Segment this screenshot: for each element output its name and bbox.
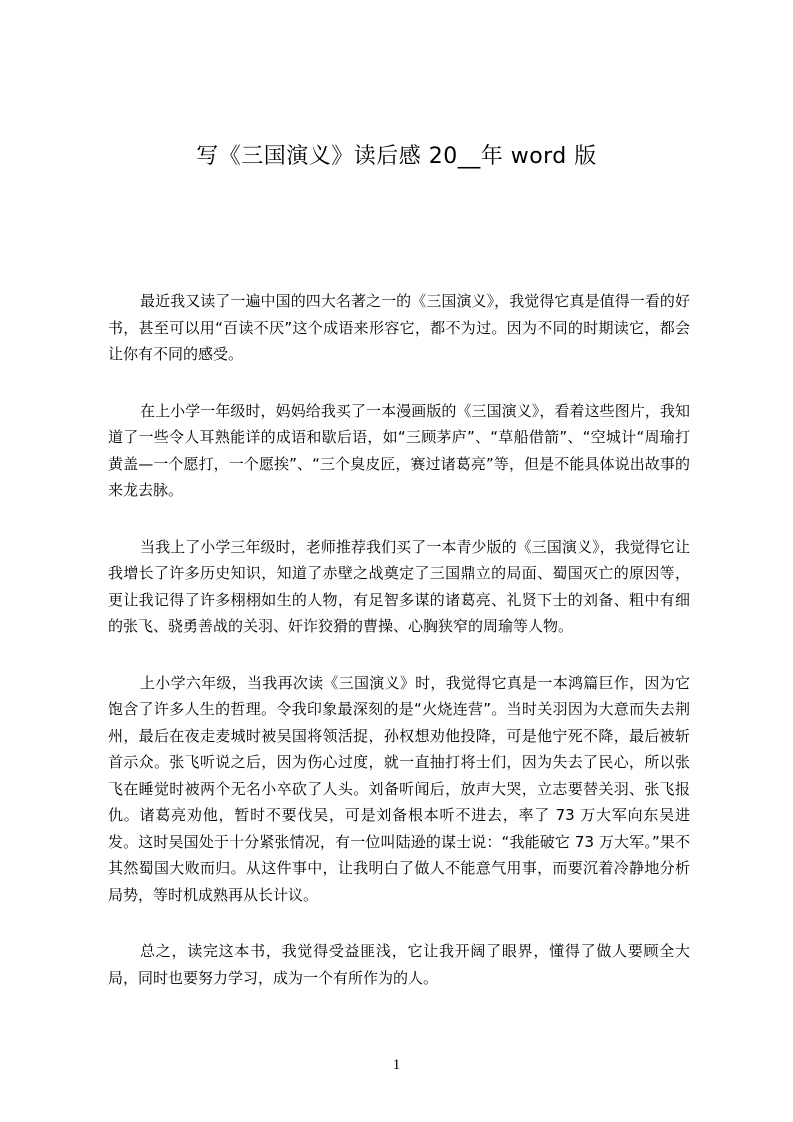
document-body	[108, 288, 690, 1021]
paragraph-intro: 最近我又读了一遍中国的四大名著之一的《三国演义》，我觉得它真是值得一看的好书，甚至可以用“百读不厌”这个成语来形容它，都不为过。因为不同的时期读它，都会让你有不同的感受。	[108, 292, 690, 363]
page-number: 1	[392, 1057, 401, 1073]
paragraph-grade-one: 在上小学一年级时，妈妈给我买了一本漫画版的《三国演义》，看着这些图片，我知道了一些令人耳熟能详的成语和歇后语，如“三顾茅庐”、“草船借箭”、“空城计“周瑜打黄盖—一个愿打，一个愿挨”、“三个臭皮匠，赛过诸葛亮”等，但是不能具体说出故事的来龙去脉。	[108, 401, 690, 499]
paragraph-grade-three: 当我上了小学三年级时，老师推荐我们买了一本青少版的《三国演义》，我觉得它让我增长了许多历史知识，知道了赤壁之战奠定了三国鼎立的局面、蜀国灭亡的原因等，更让我记得了许多栩栩如生的人物，有足智多谋的诸葛亮、礼贤下士的刘备、粗中有细的张飞、骁勇善战的关羽、奸诈狡猾的曹操、心胸狭窄的周瑜等人物。	[108, 537, 690, 635]
paragraph-conclusion: 总之，读完这本书，我觉得受益匪浅，它让我开阔了眼界，懂得了做人要顾全大局，同时也要努力学习，成为一个有所作为的人。	[108, 942, 690, 987]
document-title: 写《三国演义》读后感 20__年 word 版	[196, 144, 597, 169]
paragraph-grade-six: 上小学六年级，当我再次读《三国演义》时，我觉得它真是一本鸿篇巨作，因为它饱含了许多人生的哲理。令我印象最深刻的是“火烧连营”。当时关羽因为大意而失去荆州，最后在夜走麦城时被吴国将领活捉，孙权想劝他投降，可是他宁死不降，最后被斩首示众。张飞听说之后，因为伤心过度，就一直抽打将士们，因为失去了民心，所以张飞在睡觉时被两个无名小卒砍了人头。刘备听闻后，放声大哭，立志要替关羽、张飞报仇。诸葛亮劝他，暂时不要伐吴，可是刘备根本听不进去，率了 73 万大军向东吴进发。这时吴国处于十分紧张情况，有一位叫陆逊的谋士说：“我能破它 73 万大军。”果不其然蜀国大败而归。从这件事中，让我明白了做人不能意气用事，而要沉着冷静地分析局势，等时机成熟再从长计议。	[108, 673, 690, 904]
